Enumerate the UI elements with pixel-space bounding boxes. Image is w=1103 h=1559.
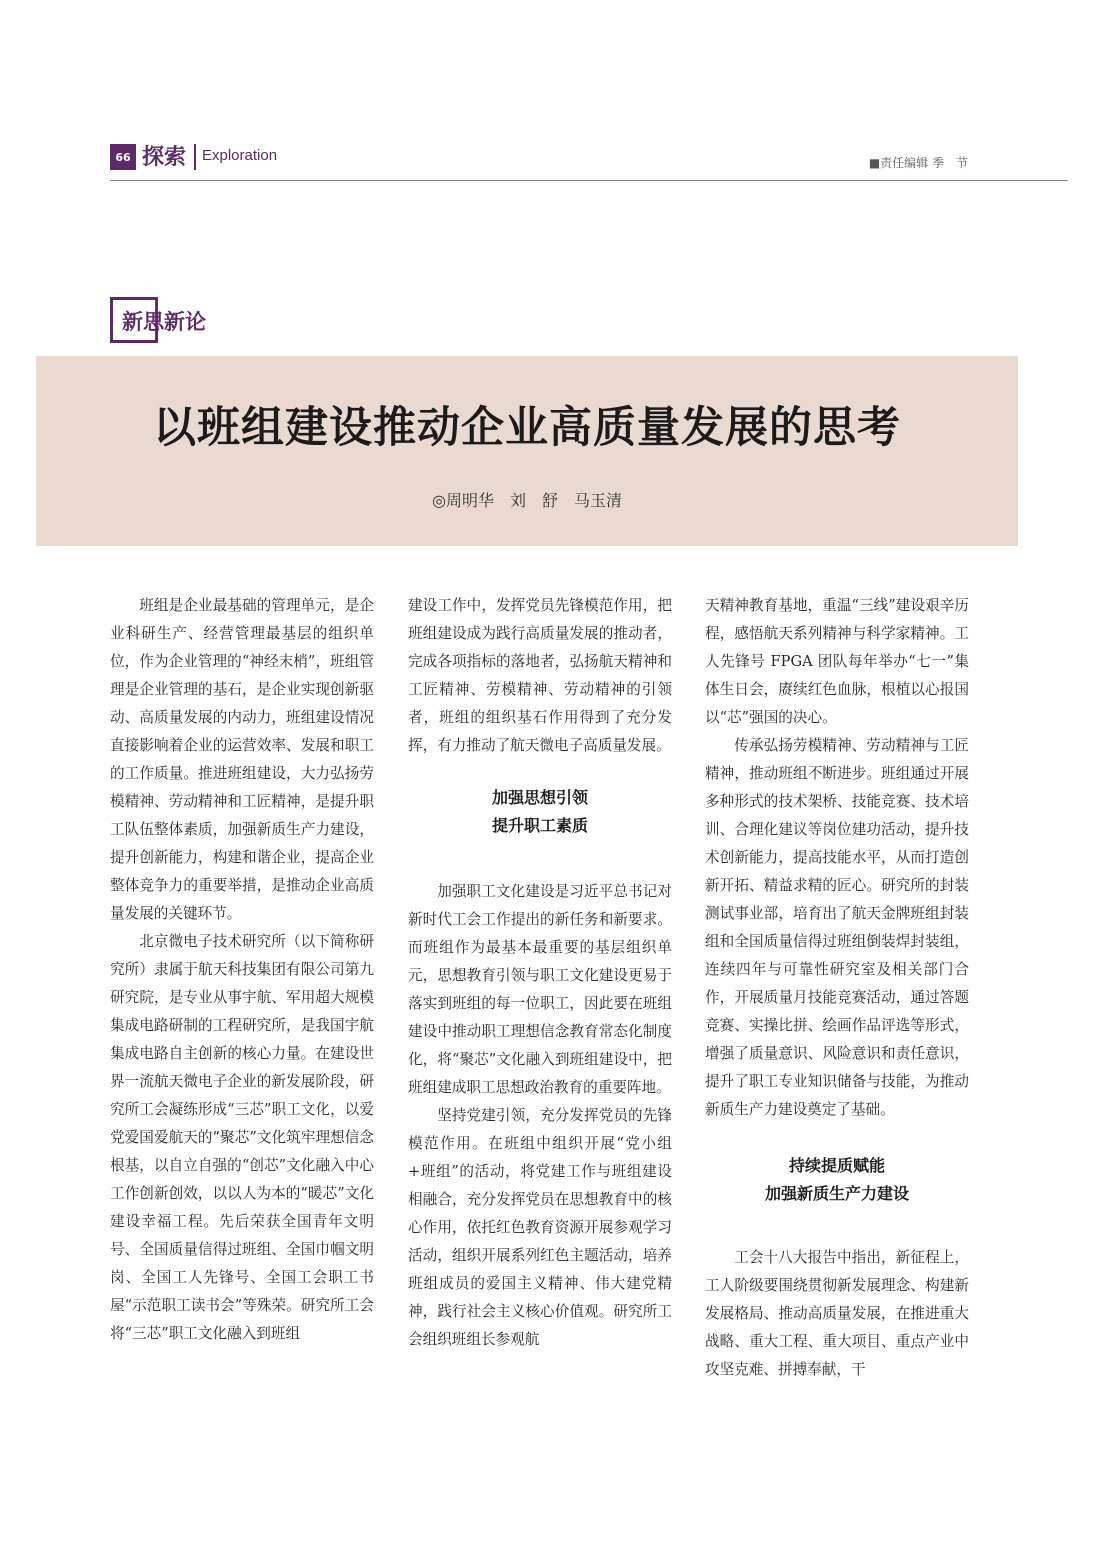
section-heading-line: 加强思想引领	[491, 788, 588, 807]
section-title-cn: 探索	[142, 145, 187, 170]
paragraph: 班组是企业最基础的管理单元，是企业科研生产、经营管理最基层的组织单位，作为企业管理的“神经末梢”，班组管理是企业管理的基石，是企业实现创新驱动、高质量发展的内动力，班组建设情况直接影响着企业的运营效率、发展和职工的工作质量。推进班组建设，大力弘扬劳模精神、劳动精神和工匠精神，是提升职工队伍整体素质，加强新质生产力建设，提升创新能力，构建和谐企业，提高企业整体竞争力的重要举措，是推动企业高质量发展的关键环节。	[110, 597, 374, 922]
paragraph: 加强职工文化建设是习近平总书记对新时代工会工作提出的新任务和新要求。而班组作为最基本最重要的基层组织单元，思想教育引领与职工文化建设更易于落实到班组的每一位职工，因此要在班组建设中推动职工理想信念教育常态化制度化，将“聚芯”文化融入到班组建设中，把班组建成职工思想政治教育的重要阵地。	[408, 883, 672, 1096]
article-title: 以班组建设推动企业高质量发展的思考	[153, 403, 901, 453]
page-number: 66	[110, 144, 136, 170]
paragraph: 传承弘扬劳模精神、劳动精神与工匠精神，推动班组不断进步。班组通过开展多种形式的技术架桥、技能竞赛、技术培训、合理化建议等岗位建功活动，提升技术创新能力，提高技能水平，从而打造创新开拓、精益求精的匠心。研究所的封装测试事业部，培育出了航天金牌班组封装组和全国质量信得过班组倒装焊封装组，连续四年与可靠性研究室及相关部门合作，开展质量月技能竞赛活动，通过答题竞赛、实操比拼、绘画作品评选等形式，增强了质量意识、风险意识和责任意识，提升了职工专业知识储备与技能，为推动新质生产力建设奠定了基础。	[705, 737, 969, 1118]
paragraph: 工会十八大报告中指出，新征程上，工人阶级要围绕贯彻新发展理念、构建新发展格局、推动高质量发展，在推进重大战略、重大工程、重大项目、重点产业中攻坚克难、拼搏奉献，干	[705, 1249, 969, 1378]
paragraph: 北京微电子技术研究所（以下简称研究所）隶属于航天科技集团有限公司第九研究院，是专业从事宇航、军用超大规模集成电路研制的工程研究所，是我国宇航集成电路自主创新的核心力量。在建设世界一流航天微电子企业的新发展阶段，研究所工会凝练形成“三芯”职工文化，以爱党爱国爱航天的“聚芯”文化筑牢理想信念根基，以自立自强的“创芯”文化融入中心工作创新创效，以以人为本的“暖芯”文化建设幸福工程。先后荣获全国青年文明号、全国质量信得过班组、全国巾帼文明岗、全国工人先锋号、全国工会职工书屋“示范职工读书会”等殊荣。研究所工会将“三芯”职工文化融入到班组	[110, 933, 374, 1342]
editor-credit: ■责任编辑 季 节	[868, 156, 968, 170]
title-banner	[36, 356, 1018, 546]
text-column-2	[408, 592, 672, 1354]
text-column-3	[705, 592, 969, 1384]
section-heading-2	[705, 1152, 969, 1208]
running-header	[110, 144, 1068, 184]
text-column-1	[110, 592, 374, 1348]
header-rule	[110, 180, 1068, 181]
section-title-en: Exploration	[202, 147, 278, 164]
section-heading-line: 持续提质赋能	[788, 1156, 885, 1175]
column-tag-label: 新思新论	[122, 310, 206, 334]
column-tag	[110, 297, 206, 343]
section-heading-1	[408, 784, 672, 840]
paragraph: 坚持党建引领，充分发挥党员的先锋模范作用。在班组中组织开展“党小组+班组”的活动，将党建工作与班组建设相融合，充分发挥党员在思想教育中的核心作用，依托红色教育资源开展参观学习活动，组织开展系列红色主题活动，培养班组成员的爱国主义精神、伟大建党精神，践行社会主义核心价值观。研究所工会组织班组长参观航	[408, 1107, 672, 1348]
section-heading-line: 加强新质生产力建设	[764, 1184, 909, 1203]
section-divider	[194, 144, 196, 170]
section-heading-line: 提升职工素质	[491, 816, 588, 835]
paragraph: 天精神教育基地，重温“三线”建设艰辛历程，感悟航天系列精神与科学家精神。工人先锋号 FPGA 团队每年举办“七一”集体生日会，赓续红色血脉，根植以心报国以“芯”强国的决心。	[705, 597, 969, 726]
article-authors: ◎周明华 刘 舒 马玉清	[432, 491, 622, 510]
paragraph: 建设工作中，发挥党员先锋模范作用，把班组建设成为践行高质量发展的推动者，完成各项指标的落地者，弘扬航天精神和工匠精神、劳模精神、劳动精神的引领者，班组的组织基石作用得到了充分发挥，有力推动了航天微电子高质量发展。	[408, 597, 672, 754]
